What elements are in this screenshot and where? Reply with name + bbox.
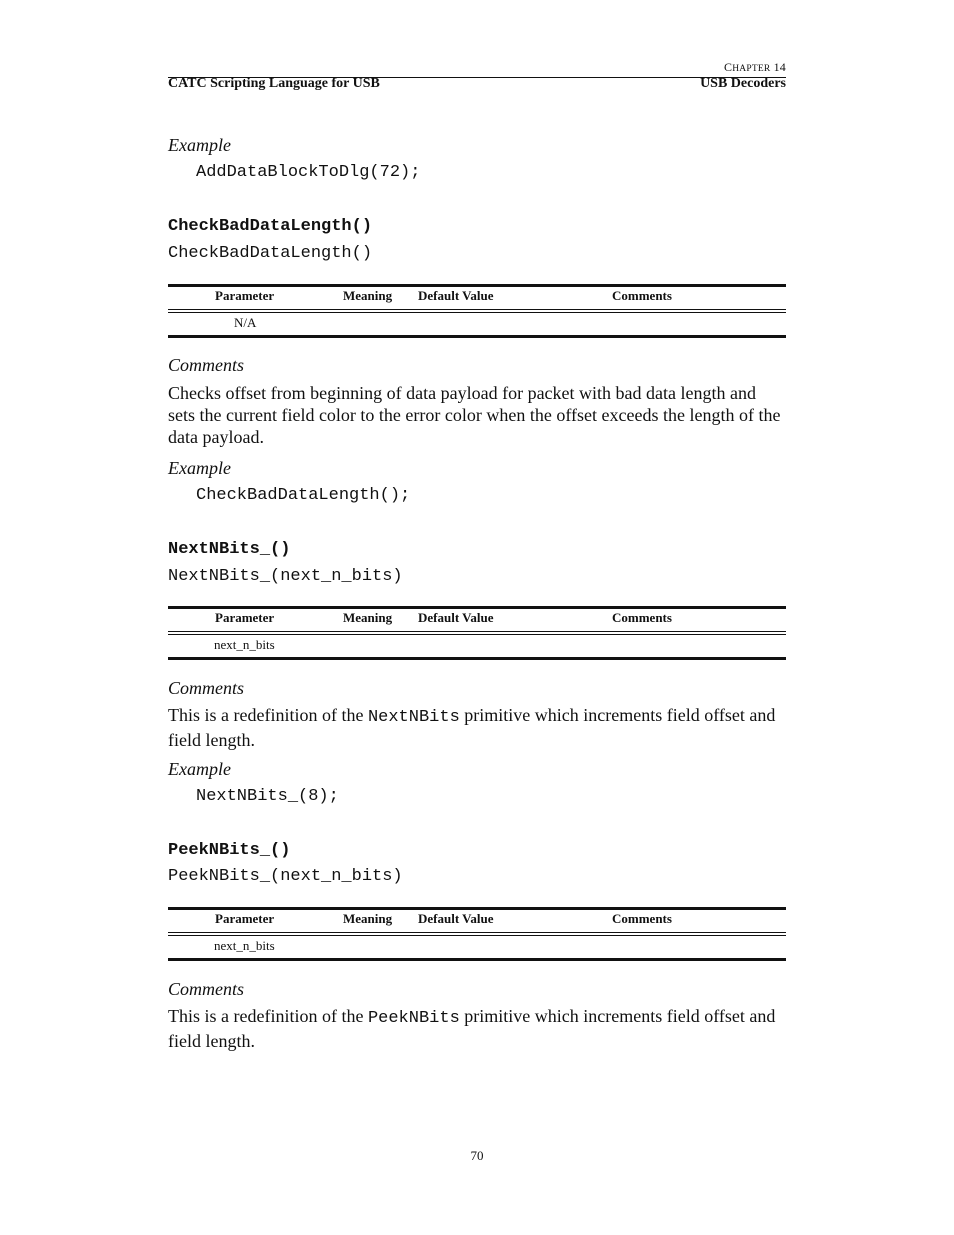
chapter-label	[724, 60, 786, 75]
table-rule	[168, 631, 786, 632]
table-header-comments: Comments	[612, 610, 672, 625]
function-signature: NextNBits_(next_n_bits)	[168, 567, 403, 586]
example-label: Example	[168, 759, 231, 779]
table-rule	[168, 657, 786, 660]
table-header-parameter: Parameter	[215, 288, 275, 303]
example-code: CheckBadDataLength();	[196, 486, 411, 505]
comments-text	[168, 704, 786, 751]
example-code: NextNBits_(8);	[196, 787, 339, 806]
comments-text-pre: This is a redefinition of the	[168, 705, 368, 725]
table-cell-parameter: N/A	[234, 315, 257, 330]
running-title-right: USB Decoders	[700, 76, 786, 91]
function-title: CheckBadDataLength()	[168, 217, 373, 236]
table-rule	[168, 312, 786, 313]
table-rule	[168, 634, 786, 635]
parameter-table	[168, 284, 786, 340]
chapter-label-first: C	[724, 60, 733, 74]
chapter-label-rest: HAPTER	[732, 64, 771, 74]
chapter-number: 14	[773, 60, 786, 74]
example-label: Example	[168, 135, 231, 155]
table-rule	[168, 958, 786, 961]
comments-text-post: primitive which increments field offset and field length.	[168, 705, 776, 750]
comments-text-post: primitive which increments field offset and field length.	[168, 1006, 776, 1051]
table-header-comments: Comments	[612, 911, 672, 926]
table-header-parameter: Parameter	[215, 911, 275, 926]
table-header-default-value: Default Value	[418, 610, 494, 625]
table-header-meaning: Meaning	[343, 911, 393, 926]
table-header-default-value: Default Value	[418, 288, 494, 303]
comments-label: Comments	[168, 979, 244, 999]
running-title-left: CATC Scripting Language for USB	[168, 76, 380, 91]
function-title: NextNBits_()	[168, 540, 291, 559]
function-title: PeekNBits_()	[168, 841, 291, 860]
table-header-default-value: Default Value	[418, 911, 494, 926]
comments-text-pre: This is a redefinition of the	[168, 1006, 368, 1026]
example-code: AddDataBlockToDlg(72);	[196, 163, 421, 182]
comments-text: Checks offset from beginning of data payload for packet with bad data length and sets the current field color to the error color when the offset exceeds the length of the data payload.	[168, 383, 781, 447]
table-cell-parameter: next_n_bits	[214, 637, 275, 652]
table-header-meaning: Meaning	[343, 610, 393, 625]
function-signature: CheckBadDataLength()	[168, 244, 373, 263]
page-number: 70	[470, 1148, 484, 1163]
table-header-meaning: Meaning	[343, 288, 393, 303]
comments-text	[168, 1005, 786, 1052]
table-rule	[168, 309, 786, 310]
parameter-table	[168, 606, 786, 662]
table-rule	[168, 335, 786, 338]
comments-label: Comments	[168, 678, 244, 698]
table-header-parameter: Parameter	[215, 610, 275, 625]
table-rule	[168, 935, 786, 936]
table-rule	[168, 606, 786, 609]
example-label: Example	[168, 458, 231, 478]
inline-code: PeekNBits	[367, 1009, 460, 1028]
table-header-comments: Comments	[612, 288, 672, 303]
function-signature: PeekNBits_(next_n_bits)	[168, 867, 403, 886]
table-rule	[168, 284, 786, 287]
inline-code: NextNBits	[367, 708, 460, 727]
comments-label: Comments	[168, 355, 244, 375]
table-rule	[168, 907, 786, 910]
parameter-table	[168, 907, 786, 963]
table-rule	[168, 932, 786, 933]
table-cell-parameter: next_n_bits	[214, 938, 275, 953]
